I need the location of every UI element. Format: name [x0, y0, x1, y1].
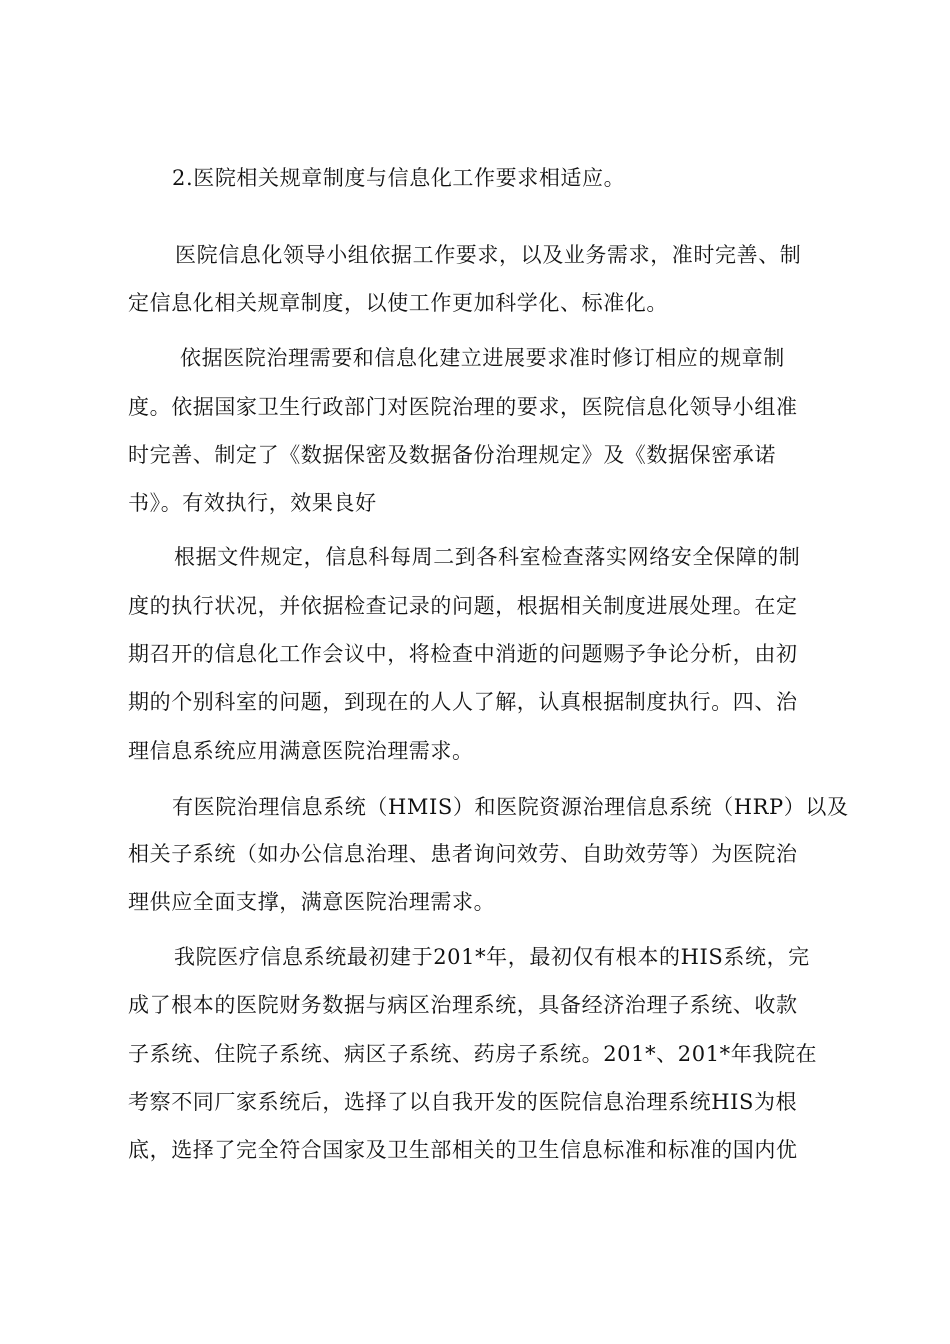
paragraph-line: 期的个别科室的问题，到现在的人人了解，认真根据制度执行。四、治 — [128, 690, 798, 714]
paragraph-line: 医院信息化领导小组依据工作要求，以及业务需求，准时完善、制 — [175, 243, 802, 267]
paragraph-line: 书》。有效执行，效果良好 — [128, 491, 377, 515]
paragraph-line: 时完善、制定了《数据保密及数据备份治理规定》及《数据保密承诺 — [128, 443, 776, 467]
paragraph-line: 度。依据国家卫生行政部门对医院治理的要求，医院信息化领导小组准 — [128, 395, 798, 419]
paragraph-line: 依据医院治理需要和信息化建立进展要求准时修订相应的规章制 — [180, 346, 785, 370]
heading-line: 2.医院相关规章制度与信息化工作要求相适应。 — [172, 166, 626, 190]
paragraph-line: 期召开的信息化工作会议中，将检查中消逝的问题赐予争论分析，由初 — [128, 642, 798, 666]
paragraph-line: 我院医疗信息系统最初建于201*年，最初仅有根本的HIS系统，完 — [174, 945, 810, 969]
paragraph-line: 成了根本的医院财务数据与病区治理系统，具备经济治理子系统、收款 — [128, 993, 798, 1017]
paragraph-line: 子系统、住院子系统、病区子系统、药房子系统。201*、201*年我院在 — [128, 1042, 818, 1066]
paragraph-line: 定信息化相关规章制度，以使工作更加科学化、标准化。 — [128, 291, 668, 315]
paragraph-line: 理供应全面支撑，满意医院治理需求。 — [128, 890, 496, 914]
paragraph-line: 有医院治理信息系统（HMIS）和医院资源治理信息系统（HRP）以及 — [172, 795, 849, 819]
paragraph-line: 根据文件规定，信息科每周二到各科室检查落实网络安全保障的制 — [174, 545, 801, 569]
paragraph-line: 考察不同厂家系统后，选择了以自我开发的医院信息治理系统HIS为根 — [128, 1090, 798, 1114]
paragraph-line: 度的执行状况，并依据检查记录的问题，根据相关制度进展处理。在定 — [128, 594, 798, 618]
paragraph-line: 相关子系统（如办公信息治理、患者询问效劳、自助效劳等）为医院治 — [128, 842, 798, 866]
paragraph-line: 理信息系统应用满意医院治理需求。 — [128, 739, 474, 763]
paragraph-line: 底，选择了完全符合国家及卫生部相关的卫生信息标准和标准的国内优 — [128, 1138, 798, 1162]
